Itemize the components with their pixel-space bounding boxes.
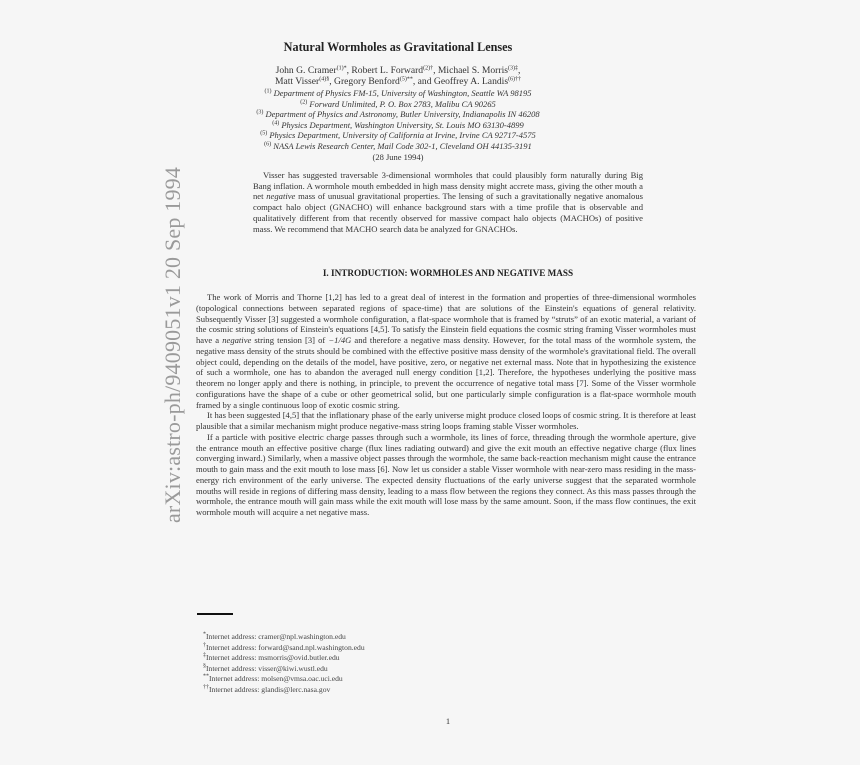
affiliations bbox=[0, 88, 796, 162]
footnote-email: forward@sand.npl.washington.edu bbox=[258, 642, 365, 652]
arxiv-identifier-stamp: arXiv:astro-ph/9409051v1 20 Sep 1994 bbox=[160, 166, 185, 524]
footnote-mark: †† bbox=[203, 684, 209, 691]
affiliation-text: Physics Department, Washington University, St. Louis MO 63130-4899 bbox=[281, 119, 524, 130]
paragraph-text: string tension [3] of bbox=[251, 335, 329, 345]
footnote bbox=[203, 664, 365, 675]
footnote-mark: * bbox=[203, 631, 206, 638]
author-line-2 bbox=[0, 76, 796, 87]
footnotes bbox=[203, 632, 365, 696]
affiliation-text: Forward Unlimited, P. O. Box 2783, Malibu CA 90265 bbox=[309, 98, 496, 109]
footnote-label: Internet address: bbox=[206, 663, 259, 673]
footnote-label: Internet address: bbox=[209, 684, 262, 694]
paragraph-emphasis: negative bbox=[222, 335, 252, 345]
author-mark: (6)†† bbox=[508, 76, 522, 83]
affiliation-text: Department of Physics FM-15, University of Washington, Seattle WA 98195 bbox=[273, 88, 532, 98]
author-name: Matt Visser bbox=[274, 76, 320, 88]
author-mark: (3)‡ bbox=[507, 65, 518, 72]
footnote-label: Internet address: bbox=[206, 632, 259, 641]
affiliation bbox=[0, 99, 796, 110]
affiliation-mark: (3) bbox=[256, 109, 264, 116]
separator: , and bbox=[412, 76, 434, 88]
author-name: John G. Cramer bbox=[275, 65, 337, 76]
footnote-email: visser@kiwi.wustl.edu bbox=[258, 663, 328, 673]
author-mark: (1)* bbox=[336, 65, 347, 72]
separator: , bbox=[346, 65, 352, 76]
affiliation-mark: (2) bbox=[300, 99, 308, 106]
footnote-label: Internet address: bbox=[206, 642, 259, 652]
affiliation bbox=[0, 141, 796, 152]
affiliation bbox=[0, 130, 796, 141]
author-mark: (2)† bbox=[423, 65, 434, 72]
footnote bbox=[203, 674, 365, 685]
math-expression: −1/4G bbox=[328, 335, 352, 345]
author-name: Gregory Benford bbox=[334, 76, 400, 88]
footnote bbox=[203, 632, 365, 643]
paragraph: It has been suggested [4,5] that the inflationary phase of the early universe might produce closed loops of cosmic string. It is therefore at least plausible that a similar mechanism might produce negative-mass string loops framing stable Visser wormholes. bbox=[196, 410, 696, 431]
affiliation-mark: (5) bbox=[260, 130, 268, 137]
separator: , bbox=[329, 76, 335, 88]
footnote-email: msmorris@ovid.butler.edu bbox=[258, 653, 340, 663]
footnote-mark: § bbox=[203, 663, 206, 670]
affiliation bbox=[0, 109, 796, 120]
abstract-text: Visser has suggested traversable 3-dimensional wormholes that could plausibly form naturally during Big Bang inflation. A wormhole mouth embedded in high mass density might accrete mass, giving the other mouth a net bbox=[253, 170, 643, 202]
affiliation-mark: (4) bbox=[272, 120, 280, 127]
separator: , bbox=[517, 65, 521, 76]
abstract bbox=[253, 170, 643, 234]
paragraph-text: and therefore a negative mass density. However, for the total mass of the wormhole system, the negative mass density of the struts should be combined with the effective positive mass density of the wormhole's gravitational field. The overall object could, depending on the details of the model, have positive, zero, or negative net external mass. Note that in hypothesizing the existence of such a wormhole, one has to abandon the averaged null energy condition [1,2]. Therefore, the hypotheses underlying the positive mass theorem no longer apply and there is nothing, in principle, to prevent the occurrence of negative total mass [7]. Some of the Visser wormhole configurations have the shape of a cube or other geometrical solid, but one particularly simple configuration is a flat-space wormhole mouth framed by a single continuous loop of exotic cosmic string. bbox=[196, 335, 696, 410]
affiliation bbox=[0, 120, 796, 131]
footnote-email: cramer@npl.washington.edu bbox=[258, 632, 346, 641]
abstract-text: mass of unusual gravitational properties. The lensing of such a gravitationally negative anomalous compact halo object (GNACHO) will enhance background stars with a time profile that is observable and qualitatively different from that recently observed for massive compact halo objects (MACHOs) of positive mass. We recommend that MACHO search data be analyzed for GNACHOs. bbox=[253, 191, 643, 234]
affiliation-text: Physics Department, University of California at Irvine, Irvine CA 92717-4575 bbox=[269, 130, 536, 141]
affiliation-mark: (6) bbox=[264, 141, 272, 148]
separator: , bbox=[433, 65, 438, 76]
footnote bbox=[203, 653, 365, 664]
footnote-mark: ** bbox=[203, 673, 209, 680]
paragraph bbox=[196, 292, 696, 410]
footnote bbox=[203, 643, 365, 654]
page-number: 1 bbox=[445, 716, 451, 726]
affiliation-text: Department of Physics and Astronomy, Butler University, Indianapolis IN 46208 bbox=[265, 109, 540, 120]
section-heading: I. INTRODUCTION: WORMHOLES AND NEGATIVE MASS bbox=[322, 268, 574, 278]
author-name: Michael S. Morris bbox=[437, 65, 508, 76]
footnote-divider bbox=[197, 613, 233, 615]
footnote-email: glandis@lerc.nasa.gov bbox=[261, 684, 331, 694]
footnote-mark: ‡ bbox=[203, 652, 206, 659]
abstract-emphasis: negative bbox=[266, 191, 296, 202]
footnote-mark: † bbox=[203, 642, 206, 649]
affiliation-mark: (1) bbox=[264, 88, 272, 95]
footnote bbox=[203, 685, 365, 696]
paper-title: Natural Wormholes as Gravitational Lenses bbox=[283, 40, 513, 54]
body-text bbox=[196, 292, 696, 518]
author-name: Robert L. Forward bbox=[351, 65, 424, 76]
footnote-label: Internet address: bbox=[209, 674, 262, 684]
author-name: Geoffrey A. Landis bbox=[433, 76, 509, 88]
author-mark: (4)§ bbox=[319, 76, 330, 83]
author-line-1 bbox=[0, 65, 796, 76]
affiliation bbox=[0, 88, 796, 99]
author-mark: (5)** bbox=[399, 76, 413, 83]
paragraph: If a particle with positive electric charge passes through such a wormhole, its lines of force, threading through the wormhole aperture, give the entrance mouth an effective positive charge (flux lines radiating outward) and give the exit mouth an effective negative charge (flux lines converging inward.) Similarly, when a massive object passes through the wormhole, the same back-reaction mechanism might cause the entrance mouth to gain mass and the exit mouth to lose mass [6]. Now let us consider a stable Visser wormhole with near-zero mass residing in the mass-energy rich environment of the early universe. The expected density fluctuations of the early universe suggest that the separated wormhole mouths will reside in regions of differing mass density, leading to a mass flow between the regions they connect. As this mass passes through the wormhole, the entrance mouth will gain mass while the exit mouth will lose mass by the same amount. Soon, if the mass flow continues, the exit wormhole mouth will acquire a net negative mass. bbox=[196, 431, 696, 517]
paper-date: (28 June 1994) bbox=[372, 151, 424, 162]
footnote-label: Internet address: bbox=[206, 653, 259, 663]
affiliation-text: NASA Lewis Research Center, Mail Code 302-1, Cleveland OH 44135-3191 bbox=[273, 140, 532, 151]
author-list bbox=[0, 65, 796, 87]
paragraph-text: The work of Morris and Thorne [1,2] has led to a great deal of interest in the formation and properties of three-dimensional wormholes (topological connections between separated regions of space-time) that are solutions of the Einstein's equations of general relativity. Subsequently Visser [3] suggested a wormhole configuration, a flat-space wormhole that is framed by “struts” of an exotic material, a variant of the cosmic string solutions of Einstein's equations [4,5]. To satisfy the Einstein field equations the cosmic string framing Visser wormholes must have a bbox=[196, 292, 696, 345]
footnote-email: molsen@vmsa.oac.uci.edu bbox=[261, 674, 343, 684]
